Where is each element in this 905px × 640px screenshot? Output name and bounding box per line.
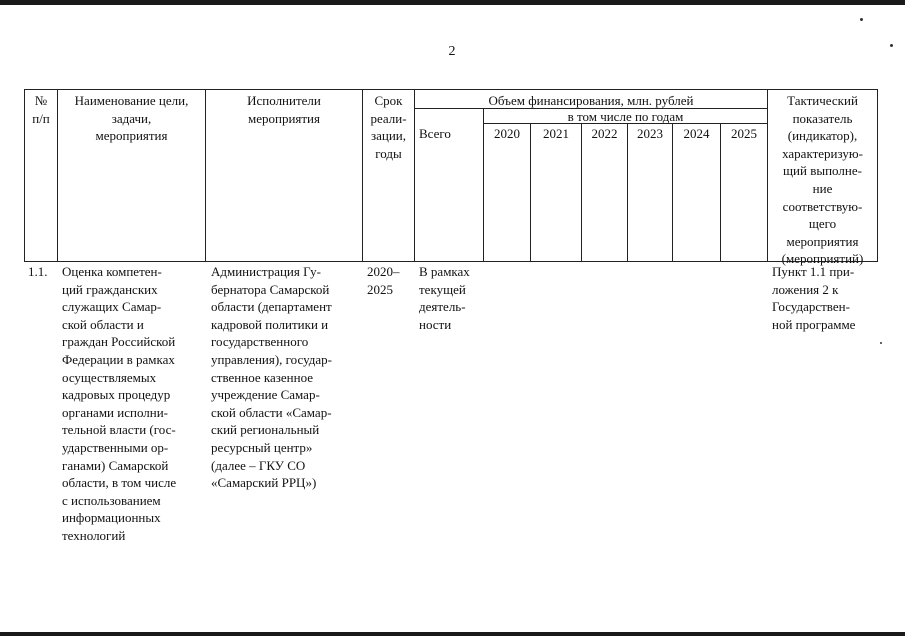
header-year-2022: 2022 <box>591 126 618 141</box>
header-executors: Исполнители мероприятия <box>247 93 321 126</box>
row-total: В рамках текущей деятель- ности <box>419 264 470 332</box>
scan-speck <box>890 44 893 47</box>
header-total: Всего <box>419 126 451 141</box>
col-rule-2022 <box>627 123 628 262</box>
row-indicator: Пункт 1.1 при- ложения 2 к Государствен- ной программе <box>772 264 856 332</box>
row-name: Оценка компетен- ций гражданских служащих Самар- ской области и граждан Российской Федерации в рамках осуществляемых кадровых процедур органами исполни- тельной власти (гос- ударственными ор- ганами) Самарской области, в том числе с использованием информационных технологий <box>62 264 177 543</box>
col-rule-2023 <box>672 123 673 262</box>
table-top-border <box>24 89 878 90</box>
scan-speck <box>880 342 882 344</box>
header-by-years: в том числе по годам <box>567 109 684 124</box>
row-term: 2020– 2025 <box>367 264 400 297</box>
header-indicator: Тактический показатель (индикатор), характеризую- щий выполне- ние соответствую- щего мероприятия (мероприятий) <box>781 93 864 267</box>
col-rule-term <box>414 89 415 262</box>
col-rule-2021 <box>581 123 582 262</box>
header-financing: Объем финансирования, млн. рублей <box>488 93 694 108</box>
row-executors: Администрация Гу- бернатора Самарской области (департамент кадровой политики и государственного управления), государ- ственное казенное учреждение Самар- ской области «Самар- ский региональный ресурсный центр» (далее – ГКУ СО «Самарский РРЦ») <box>211 264 332 491</box>
header-bottom-border <box>24 261 878 262</box>
col-rule-2024 <box>720 123 721 262</box>
header-year-2020: 2020 <box>494 126 520 141</box>
header-year-2025: 2025 <box>731 126 757 141</box>
header-year-2024: 2024 <box>683 126 710 141</box>
scan-top-edge <box>0 0 905 5</box>
scan-bottom-edge <box>0 632 905 636</box>
header-name: Наименование цели, задачи, мероприятия <box>74 93 189 144</box>
page-number: 2 <box>448 44 456 59</box>
header-year-2021: 2021 <box>543 126 569 141</box>
scan-speck <box>860 18 863 21</box>
col-rule-right <box>877 89 878 262</box>
header-num: № п/п <box>32 93 50 126</box>
col-rule-2020 <box>530 123 531 262</box>
header-year-2023: 2023 <box>637 126 663 141</box>
row-num: 1.1. <box>28 264 48 279</box>
header-term: Срок реали- зации, годы <box>370 93 407 161</box>
